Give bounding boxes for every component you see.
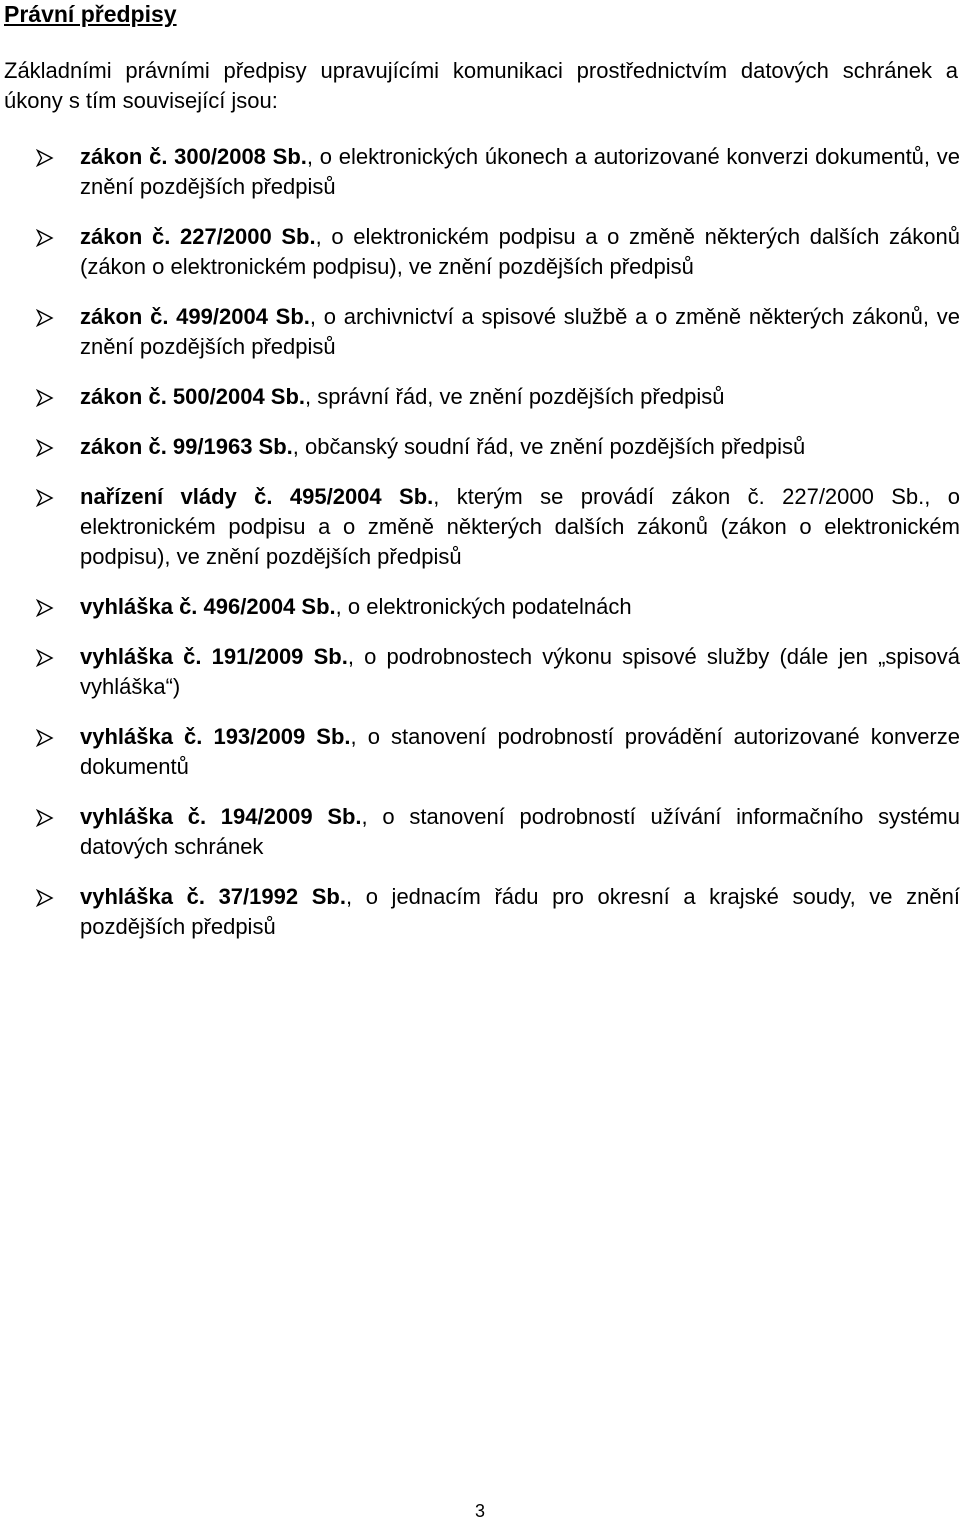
intro-paragraph: Základními právními předpisy upravujícími komunikaci prostřednictvím datových schránek a úkony s tím související jsou:: [4, 58, 958, 113]
arrowhead-outline-icon: [36, 229, 54, 247]
list-item: [0, 222, 960, 282]
regulation-reference: zákon č. 300/2008 Sb.: [80, 144, 307, 169]
arrowhead-outline-icon: [36, 889, 54, 907]
regulation-description: , o jednacím řádu pro okresní a krajské soudy, ve znění pozdějších předpisů: [80, 884, 960, 939]
list-item: [0, 302, 960, 362]
arrowhead-outline-icon: [36, 309, 54, 327]
regulation-description: , o stanovení podrobností provádění autorizované konverze dokumentů: [80, 724, 960, 779]
list-item: [0, 142, 960, 202]
list-item: [0, 882, 960, 942]
arrowhead-outline-icon: [36, 599, 54, 617]
arrowhead-outline-icon: [36, 729, 54, 747]
regulation-description: , o archivnictví a spisové službě a o změně některých zákonů, ve znění pozdějších předpisů: [80, 304, 960, 359]
page-number: 3: [474, 1501, 485, 1521]
arrowhead-outline-icon: [36, 489, 54, 507]
regulation-description: , občanský soudní řád, ve znění pozdějších předpisů: [292, 434, 806, 459]
list-item: [0, 592, 960, 622]
regulation-reference: zákon č. 227/2000 Sb.: [80, 224, 316, 249]
document-heading: Právní předpisy: [4, 1, 177, 27]
regulation-description: , o elektronických podatelnách: [335, 594, 632, 619]
regulation-description: , o elektronických úkonech a autorizované konverzi dokumentů, ve znění pozdějších předpisů: [80, 144, 960, 199]
list-item: [0, 432, 960, 462]
list-item: [0, 722, 960, 782]
legal-regulations-list: [0, 142, 960, 962]
regulation-reference: zákon č. 499/2004 Sb.: [80, 304, 310, 329]
regulation-reference: zákon č. 500/2004 Sb.: [80, 384, 306, 409]
list-item: [0, 642, 960, 702]
regulation-reference: nařízení vlády č. 495/2004 Sb.: [80, 484, 434, 509]
list-item: [0, 482, 960, 572]
regulation-reference: vyhláška č. 496/2004 Sb.: [80, 594, 336, 619]
regulation-description: , kterým se provádí zákon č. 227/2000 Sb., o elektronickém podpisu a o změně některých dalších zákonů (zákon o elektronickém podpisu), ve znění pozdějších předpisů: [80, 484, 960, 569]
regulation-description: , o stanovení podrobností užívání informačního systému datových schránek: [80, 804, 960, 859]
list-item: [0, 382, 960, 412]
regulation-description: , o elektronickém podpisu a o změně některých dalších zákonů (zákon o elektronickém podpisu), ve znění pozdějších předpisů: [80, 224, 960, 279]
regulation-reference: vyhláška č. 193/2009 Sb.: [80, 724, 351, 749]
arrowhead-outline-icon: [36, 439, 54, 457]
regulation-description: , správní řád, ve znění pozdějších předpisů: [305, 384, 725, 409]
list-item: [0, 802, 960, 862]
regulation-description: , o podrobnostech výkonu spisové služby (dále jen „spisová vyhláška“): [80, 644, 960, 699]
arrowhead-outline-icon: [36, 149, 54, 167]
regulation-reference: zákon č. 99/1963 Sb.: [80, 434, 293, 459]
arrowhead-outline-icon: [36, 809, 54, 827]
regulation-reference: vyhláška č. 37/1992 Sb.: [80, 884, 346, 909]
arrowhead-outline-icon: [36, 389, 54, 407]
regulation-reference: vyhláška č. 191/2009 Sb.: [80, 644, 348, 669]
arrowhead-outline-icon: [36, 649, 54, 667]
regulation-reference: vyhláška č. 194/2009 Sb.: [80, 804, 362, 829]
